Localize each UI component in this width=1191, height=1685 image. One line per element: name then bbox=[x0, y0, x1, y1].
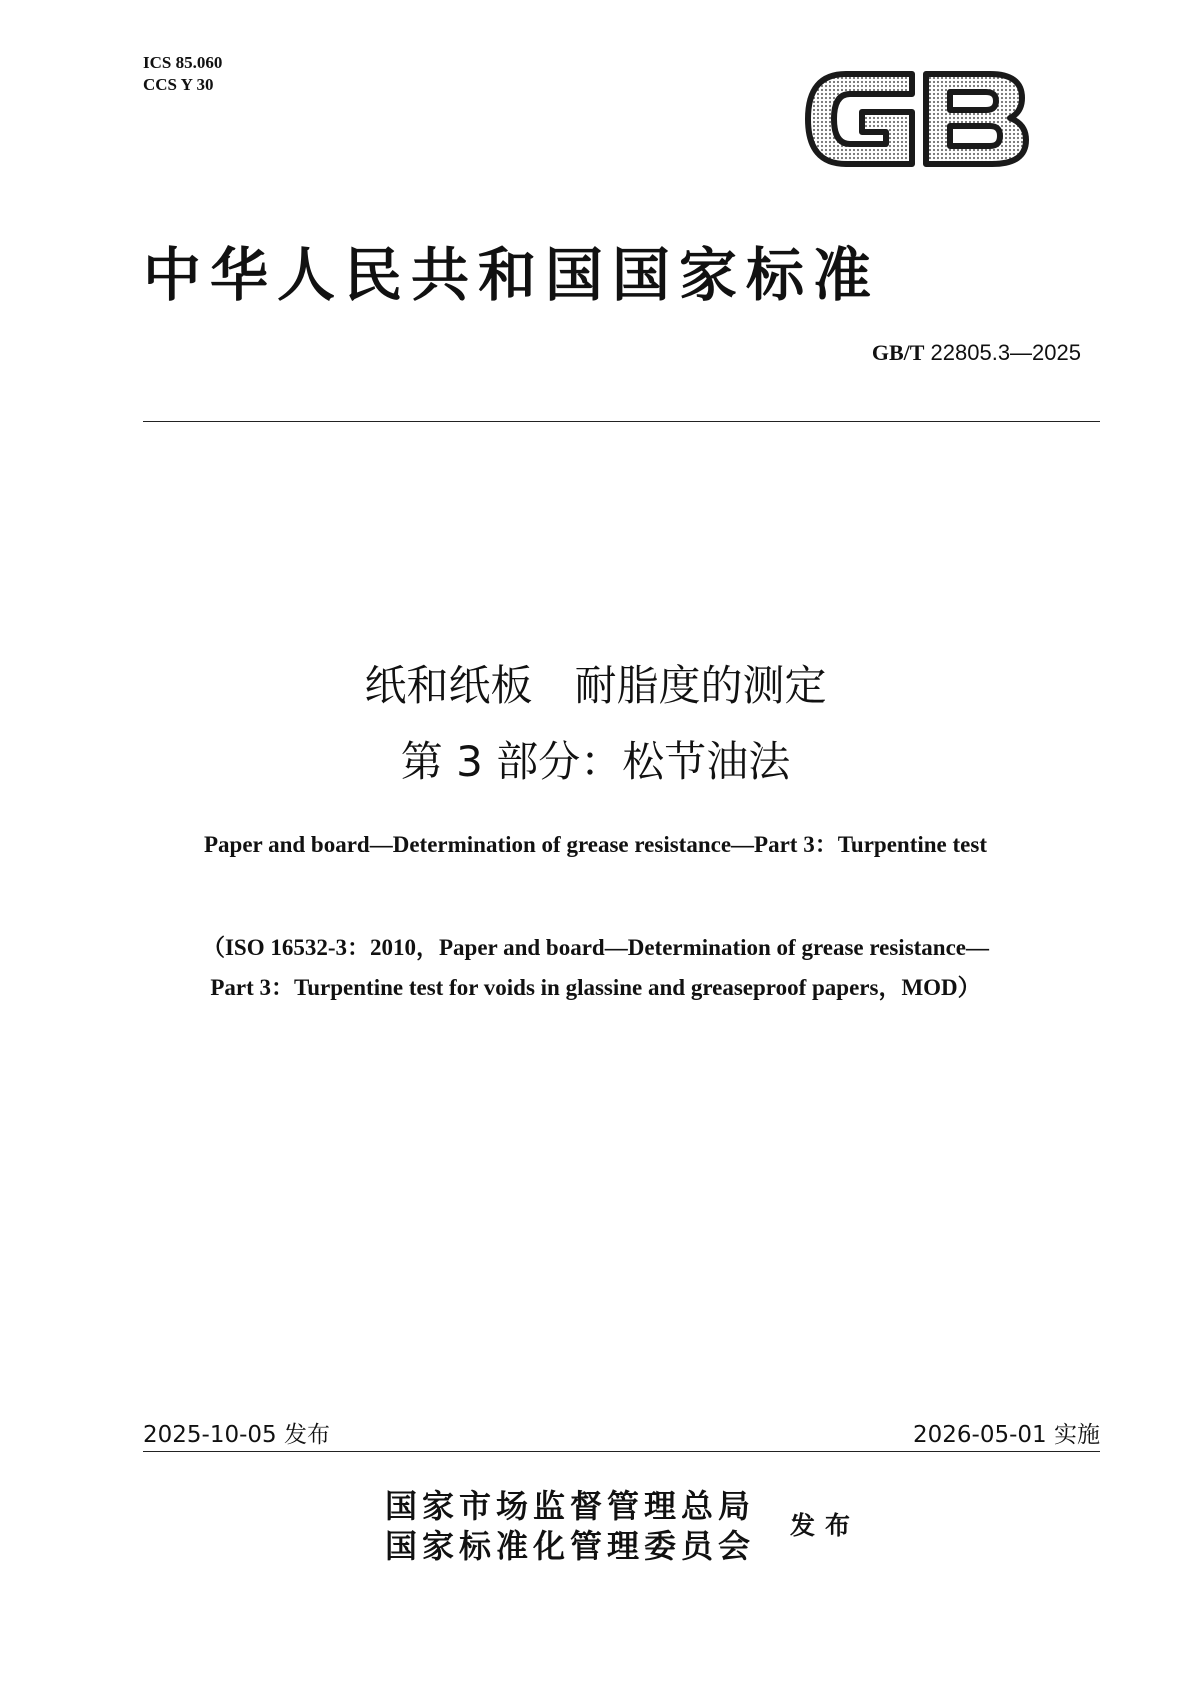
standard-number bbox=[872, 340, 1081, 366]
issuer-sac: 国家标准化管理委员会 bbox=[385, 1527, 756, 1565]
national-standard-banner: 中华人民共和国国家标准 bbox=[143, 241, 881, 309]
issue-label: 发布 bbox=[790, 1511, 861, 1540]
implementation-date: 2026-05-01 实施 bbox=[913, 1422, 1100, 1448]
iso-reference-line-1: （ISO 16532-3：2010，Paper and board—Determination of grease resistance— bbox=[201, 935, 990, 960]
bottom-divider bbox=[143, 1451, 1100, 1452]
ics-code: ICS 85.060 bbox=[143, 53, 223, 72]
english-title: Paper and board—Determination of grease resistance—Part 3：Turpentine test bbox=[204, 832, 987, 857]
issue-date: 2025-10-05 发布 bbox=[143, 1422, 330, 1448]
top-divider bbox=[143, 421, 1100, 422]
iso-reference-line-2: Part 3：Turpentine test for voids in glassine and greaseproof papers，MOD） bbox=[210, 975, 981, 1000]
classification-codes bbox=[143, 52, 222, 96]
issuer-samr: 国家市场监督管理总局 bbox=[385, 1487, 756, 1525]
title-line-2: 第 3 部分：松节油法 bbox=[400, 737, 791, 786]
title-line-1: 纸和纸板 耐脂度的测定 bbox=[364, 661, 827, 710]
standard-prefix: GB/T bbox=[871, 340, 925, 365]
gb-logo-icon bbox=[800, 60, 1032, 178]
iso-reference bbox=[0, 928, 1191, 1008]
issuing-authorities bbox=[385, 1486, 755, 1566]
ccs-code: CCS Y 30 bbox=[143, 75, 214, 94]
standard-code: 22805.3—2025 bbox=[930, 340, 1081, 365]
chinese-title bbox=[0, 648, 1191, 800]
